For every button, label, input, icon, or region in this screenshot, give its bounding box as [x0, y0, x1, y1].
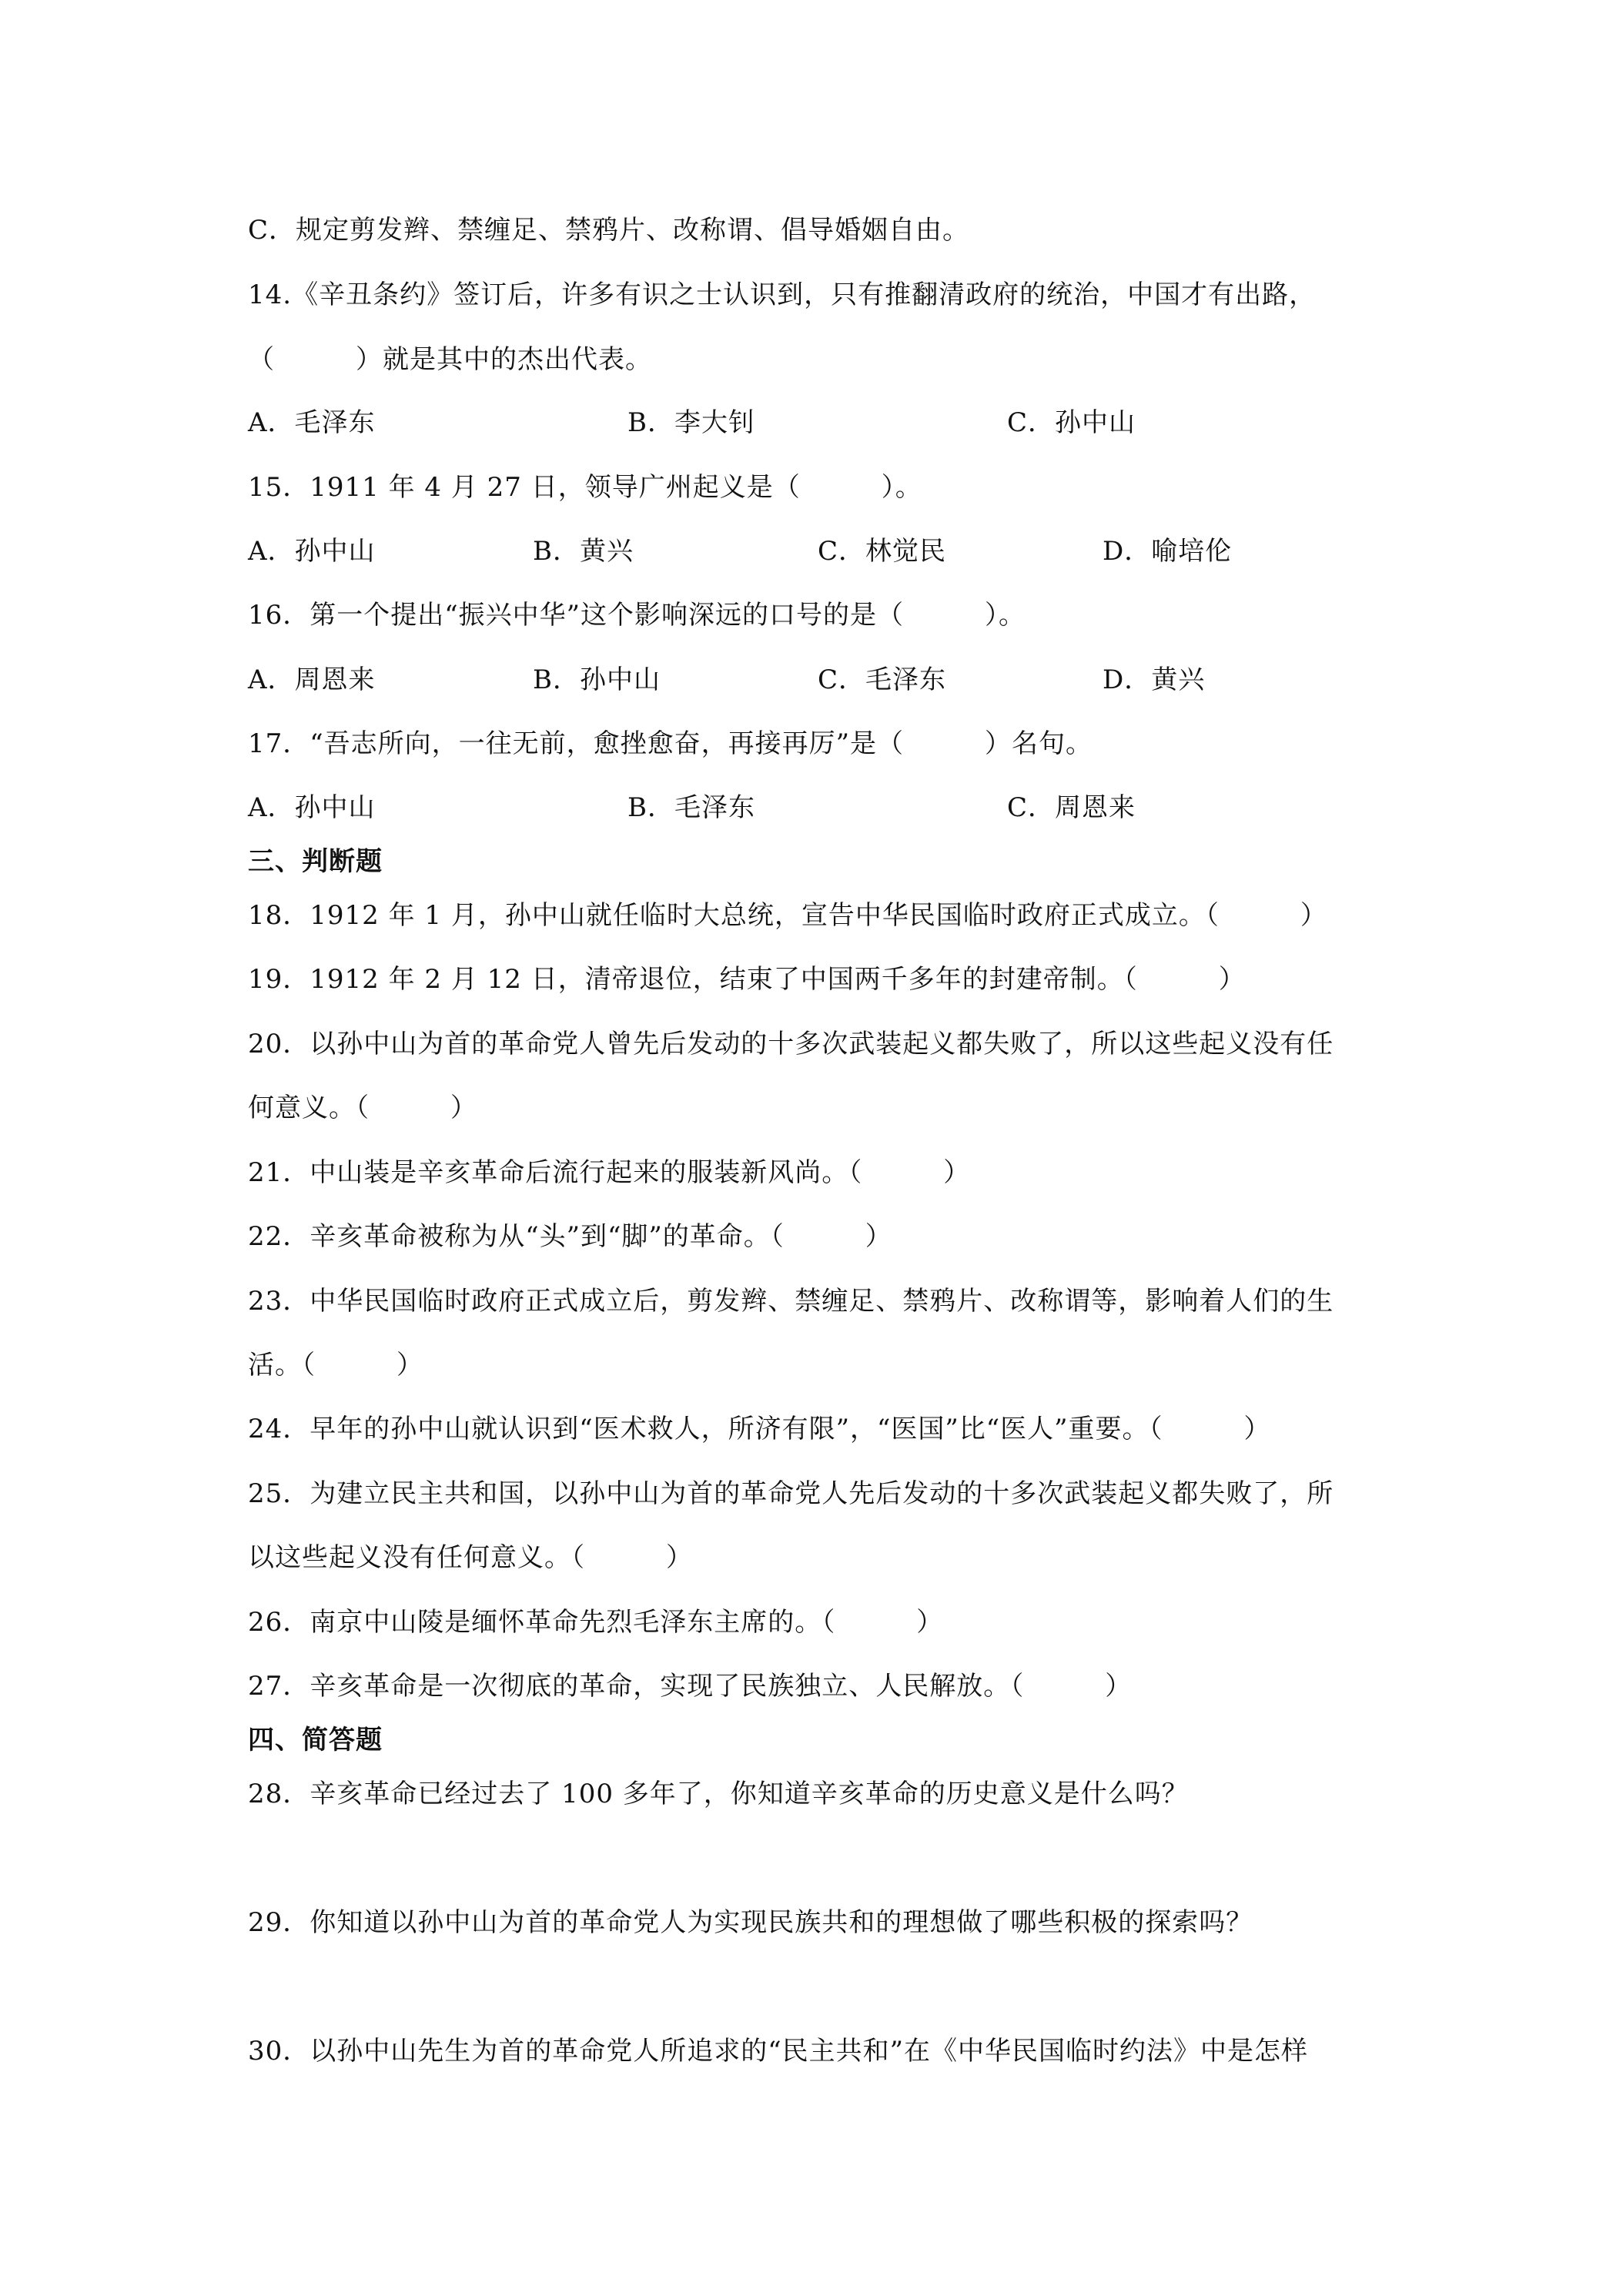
question-15-option-c: C．林觉民	[818, 536, 947, 567]
question-16-option-b: B．孙中山	[533, 664, 661, 695]
question-17-option-a: A．孙中山	[248, 792, 376, 823]
question-14-line-2: （ ）就是其中的杰出代表。	[248, 344, 652, 375]
question-15-option-a: A．孙中山	[248, 536, 376, 567]
question-17: 17．“吾志所向，一往无前，愈挫愈奋，再接再厉”是（ ）名句。	[248, 728, 1093, 759]
question-24: 24．早年的孙中山就认识到“医术救人，所济有限”，“医国”比“医人”重要。（ ）	[248, 1414, 1271, 1444]
question-15-option-d: D．喻培伦	[1103, 536, 1233, 567]
question-28: 28．辛亥革命已经过去了 100 多年了，你知道辛亥革命的历史意义是什么吗？	[248, 1779, 1189, 1809]
question-25-line-2: 以这些起义没有任何意义。（ ）	[248, 1542, 693, 1573]
question-26: 26．南京中山陵是缅怀革命先烈毛泽东主席的。（ ）	[248, 1607, 944, 1638]
question-23-line-1: 23．中华民国临时政府正式成立后，剪发辫、禁缠足、禁鸦片、改称谓等，影响着人们的生	[248, 1286, 1334, 1317]
question-22: 22．辛亥革命被称为从“头”到“脚”的革命。（ ）	[248, 1221, 892, 1252]
question-21: 21．中山装是辛亥革命后流行起来的服装新风尚。（ ）	[248, 1157, 971, 1188]
question-15-option-b: B．黄兴	[533, 536, 634, 567]
question-16-option-c: C．毛泽东	[818, 664, 947, 695]
option-c-previous-question: C．规定剪发辫、禁缠足、禁鸦片、改称谓、倡导婚姻自由。	[248, 215, 970, 246]
question-16-option-d: D．黄兴	[1103, 664, 1206, 695]
section-heading-true-false: 三、判断题	[248, 846, 383, 877]
question-29: 29．你知道以孙中山为首的革命党人为实现民族共和的理想做了哪些积极的探索吗？	[248, 1907, 1253, 1938]
question-27: 27．辛亥革命是一次彻底的革命，实现了民族独立、人民解放。（ ）	[248, 1671, 1133, 1702]
question-16-option-a: A．周恩来	[248, 664, 376, 695]
question-18: 18．1912 年 1 月，孙中山就任临时大总统，宣告中华民国临时政府正式成立。（ ）	[248, 900, 1327, 931]
question-19: 19．1912 年 2 月 12 日，清帝退位，结束了中国两千多年的封建帝制。（ ）	[248, 964, 1246, 995]
question-15: 15．1911 年 4 月 27 日，领导广州起义是（ ）。	[248, 472, 922, 503]
question-20-line-2: 何意义。（ ）	[248, 1093, 477, 1123]
question-20-line-1: 20．以孙中山为首的革命党人曾先后发动的十多次武装起义都失败了，所以这些起义没有任	[248, 1029, 1334, 1059]
question-25-line-1: 25．为建立民主共和国，以孙中山为首的革命党人先后发动的十多次武装起义都失败了，所	[248, 1478, 1334, 1509]
question-17-option-b: B．毛泽东	[627, 792, 755, 823]
question-14-line-1: 14.《辛丑条约》签订后，许多有识之士认识到，只有推翻清政府的统治，中国才有出路，	[248, 279, 1317, 310]
question-30: 30．以孙中山先生为首的革命党人所追求的“民主共和”在《中华民国临时约法》中是怎样	[248, 2036, 1309, 2067]
question-14-option-a: A．毛泽东	[248, 407, 376, 438]
question-16: 16．第一个提出“振兴中华”这个影响深远的口号的是（ ）。	[248, 600, 1026, 631]
question-23-line-2: 活。（ ）	[248, 1350, 423, 1381]
question-17-option-c: C．周恩来	[1007, 792, 1136, 823]
section-heading-short-answer: 四、简答题	[248, 1725, 383, 1755]
question-14-option-b: B．李大钊	[627, 407, 755, 438]
question-14-option-c: C．孙中山	[1007, 407, 1136, 438]
